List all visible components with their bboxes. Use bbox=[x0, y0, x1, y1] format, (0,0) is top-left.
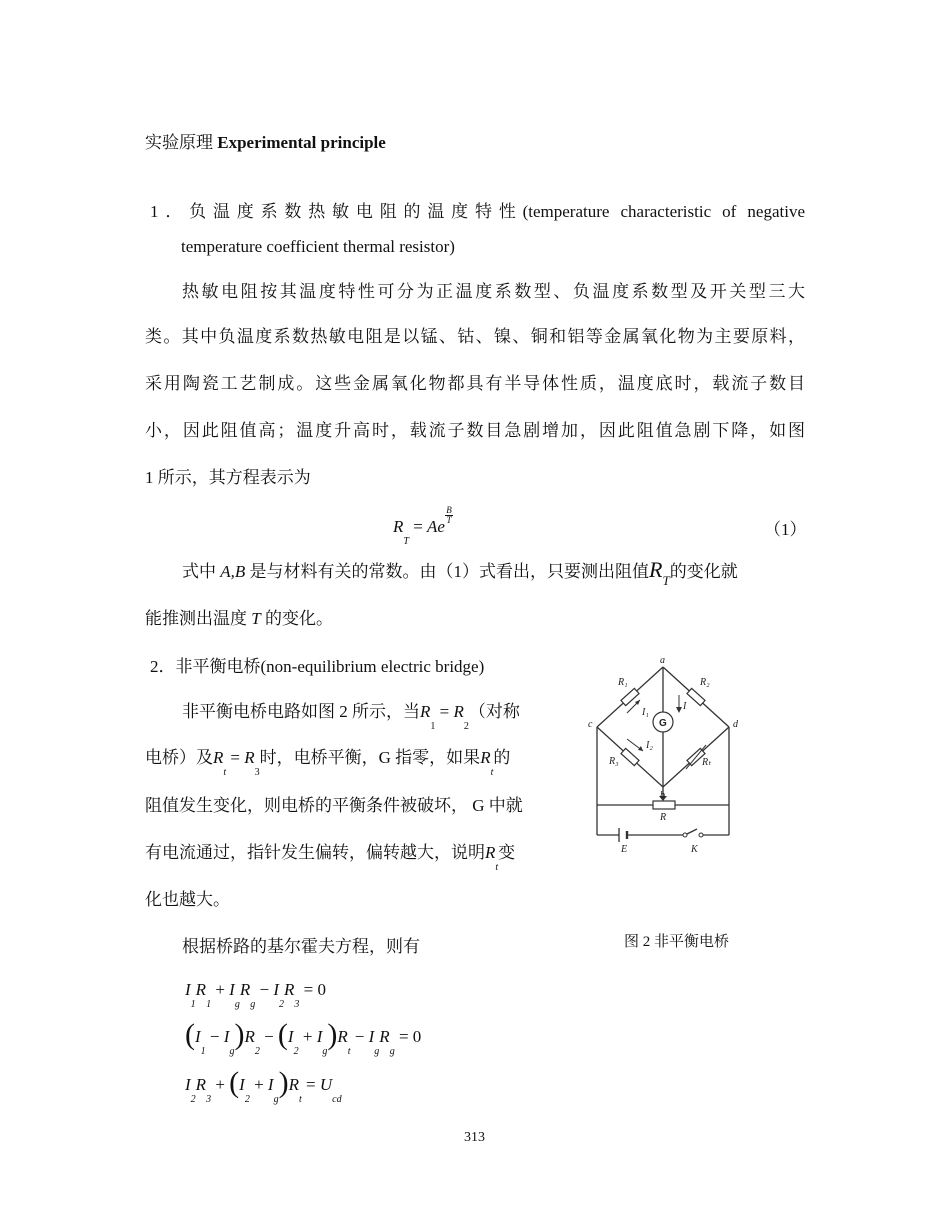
section-1-title bbox=[150, 197, 805, 222]
e2-op3: + bbox=[298, 1027, 317, 1046]
e1-t1s: 1 bbox=[190, 999, 196, 1010]
e2-g: I bbox=[368, 1027, 375, 1046]
para3-r1: R bbox=[420, 702, 431, 721]
rheostat-r bbox=[653, 801, 675, 809]
para2-symbol: R bbox=[649, 557, 663, 582]
para3-rt3: R bbox=[485, 843, 496, 862]
node-a-label: a bbox=[660, 655, 665, 666]
para3-r2-sub: 2 bbox=[463, 721, 469, 732]
section-2-number: 2． bbox=[150, 657, 176, 676]
switch-contact-left bbox=[683, 833, 687, 837]
label-r3: R₃ bbox=[609, 756, 619, 767]
e2-bs: g bbox=[229, 1046, 235, 1057]
para3-line1: 非平衡电桥电路如图 2 所示，当$R_1 = R_2$（对称 bbox=[182, 702, 520, 732]
para3-line5: 化也越大。 bbox=[145, 890, 230, 909]
section-1-title-en-1: (temperature characteristic of negative bbox=[522, 202, 805, 221]
equation-kirchhoff-1 bbox=[185, 980, 326, 1010]
para3-r1-sub: 1 bbox=[430, 721, 436, 732]
eq1-lhs: R bbox=[393, 517, 404, 536]
e2-op1: − bbox=[205, 1027, 224, 1046]
eq1-lhs-sub: T bbox=[403, 536, 409, 547]
heading-en: Experimental principle bbox=[217, 133, 386, 152]
e1-t1: I bbox=[185, 980, 191, 999]
para2-line2 bbox=[145, 604, 805, 629]
section-2-title bbox=[150, 652, 484, 677]
para2-symbol-sub: T bbox=[662, 573, 670, 588]
e1-rhs: = 0 bbox=[299, 980, 326, 999]
e1-t6: R bbox=[283, 980, 295, 999]
e2-as: 1 bbox=[200, 1046, 206, 1057]
para3-r2: R bbox=[453, 702, 464, 721]
para2-vars: A,B bbox=[220, 562, 246, 581]
section-1-title-line2: temperature coefficient thermal resistor) bbox=[181, 237, 455, 256]
label-ig: I bbox=[683, 701, 687, 712]
e2-hs: g bbox=[389, 1046, 395, 1057]
e2-lparen2: ( bbox=[277, 1018, 288, 1051]
e3-b: R bbox=[195, 1075, 207, 1094]
label-r2: R₂ bbox=[700, 677, 710, 688]
eq1-exp-num: B bbox=[446, 505, 452, 515]
e3-rhss: cd bbox=[332, 1094, 342, 1105]
para2-text-c: 的变化就 bbox=[669, 562, 738, 581]
e1-t2: R bbox=[195, 980, 207, 999]
e1-t5s: 2 bbox=[278, 999, 284, 1010]
para3-line2: 电桥）及$R_t = R_3$时，电桥平衡，G 指零，如果$R_t$的 bbox=[145, 748, 511, 778]
equation-1-number: （1） bbox=[764, 520, 807, 539]
page-number: 313 bbox=[464, 1130, 485, 1145]
e3-op1: + bbox=[211, 1075, 230, 1094]
e1-op1: + bbox=[211, 980, 230, 999]
e1-t2s: 1 bbox=[206, 999, 212, 1010]
e2-f: R bbox=[337, 1027, 348, 1046]
e2-cs: 2 bbox=[254, 1046, 260, 1057]
current-ig-head bbox=[676, 707, 682, 713]
e2-a: I bbox=[195, 1027, 201, 1046]
e3-eq: = bbox=[301, 1075, 320, 1094]
para3-line3: 阻值发生变化，则电桥的平衡条件被破坏， G 中就 bbox=[145, 796, 523, 815]
bridge-circuit-figure bbox=[585, 655, 745, 855]
section-2-title-cn: 非平衡电桥 bbox=[175, 657, 261, 676]
para3-l1-a: 非平衡电桥电路如图 2 所示，当 bbox=[182, 702, 420, 721]
para3-rt2-sub: t bbox=[490, 767, 494, 778]
para1-line2: 类。其中负温度系数热敏电阻是以锰、钴、镍、铜和铝等金属氧化物为主要原料， bbox=[145, 327, 805, 346]
e2-es: g bbox=[322, 1046, 328, 1057]
label-rt: Rₜ bbox=[702, 757, 712, 768]
e2-d: I bbox=[287, 1027, 294, 1046]
e1-t3: I bbox=[229, 980, 235, 999]
e2-rparen2: ) bbox=[327, 1018, 338, 1051]
para3-rt-sub: t bbox=[223, 767, 227, 778]
label-i2: I₂ bbox=[646, 740, 653, 751]
e3-c: I bbox=[239, 1075, 245, 1094]
label-r1: R₁ bbox=[618, 677, 628, 688]
e3-bs: 3 bbox=[206, 1094, 212, 1105]
label-rheostat: R bbox=[660, 812, 667, 823]
node-b-label: b bbox=[660, 790, 665, 801]
equation-1 bbox=[393, 505, 453, 547]
para1-line5: 1 所示，其方程表示为 bbox=[145, 468, 311, 487]
label-switch-k: K bbox=[691, 844, 698, 855]
e3-a: I bbox=[185, 1075, 191, 1094]
para2-text-a: 式中 bbox=[182, 562, 221, 581]
e2-h: R bbox=[379, 1027, 390, 1046]
section-1-number: 1． bbox=[150, 202, 190, 221]
e3-op2: + bbox=[249, 1075, 268, 1094]
para3-l1-b: （对称 bbox=[468, 702, 520, 721]
section-2-title-en: (non-equilibrium electric bridge) bbox=[260, 657, 485, 676]
figure-caption: 图 2 非平衡电桥 bbox=[624, 934, 730, 950]
label-i1: I₁ bbox=[642, 707, 649, 718]
para3-l2-a: 电桥）及 bbox=[145, 748, 213, 767]
eq1-rhs: Ae bbox=[427, 517, 445, 536]
node-d-label: d bbox=[733, 719, 738, 730]
section-1-title-cn: 负温度系数热敏电阻的温度特性 bbox=[189, 202, 523, 221]
para2-text-b: 是与材料有关的常数。由（1）式看出，只要测出阻值 bbox=[245, 562, 650, 581]
para4: 根据桥路的基尔霍夫方程，则有 bbox=[182, 937, 420, 956]
node-c-label: c bbox=[588, 719, 593, 730]
e1-op2: − bbox=[255, 980, 274, 999]
e2-lparen: ( bbox=[185, 1018, 195, 1051]
para2-line2-a: 能推测出温度 bbox=[145, 609, 252, 628]
e3-cs: 2 bbox=[244, 1094, 250, 1105]
e1-t4s: g bbox=[250, 999, 256, 1010]
e2-rparen: ) bbox=[234, 1018, 245, 1051]
e1-t3s: g bbox=[234, 999, 240, 1010]
e2-op4: − bbox=[350, 1027, 369, 1046]
e3-lparen: ( bbox=[229, 1066, 240, 1099]
e2-gs: g bbox=[374, 1046, 380, 1057]
para1-line3: 采用陶瓷工艺制成。这些金属氧化物都具有半导体性质，温度底时，载流子数目 bbox=[145, 374, 805, 393]
para3-rt2: R bbox=[480, 748, 491, 767]
e3-ds: g bbox=[273, 1094, 279, 1105]
para3-l2-c: 的 bbox=[493, 748, 511, 767]
para3-line4 bbox=[145, 838, 516, 873]
para3-r3-sub: 3 bbox=[254, 767, 260, 778]
e2-c: R bbox=[244, 1027, 255, 1046]
e3-as: 2 bbox=[190, 1094, 196, 1105]
para3-rt: R bbox=[213, 748, 224, 767]
e3-d: I bbox=[267, 1075, 274, 1094]
para3-r3: R bbox=[244, 748, 255, 767]
para2-line1 bbox=[182, 557, 805, 588]
equation-kirchhoff-2 bbox=[185, 1018, 422, 1057]
resistor-r2 bbox=[687, 688, 705, 705]
switch-contact-right bbox=[699, 833, 703, 837]
para2-line2-b: 的变化。 bbox=[260, 609, 333, 628]
e2-ds: 2 bbox=[293, 1046, 299, 1057]
equation-kirchhoff-3 bbox=[185, 1066, 342, 1105]
para3-rt3-sub: t bbox=[495, 862, 499, 873]
e2-e: I bbox=[316, 1027, 323, 1046]
e3-e: R bbox=[288, 1075, 299, 1094]
e1-t4: R bbox=[239, 980, 251, 999]
e2-fs: t bbox=[347, 1046, 351, 1057]
section-heading bbox=[145, 128, 386, 153]
para1-line1: 热敏电阻按其温度特性可分为正温度系数型、负温度系数型及开关型三大 bbox=[182, 282, 805, 301]
e1-t5: I bbox=[273, 980, 279, 999]
para1-line4: 小，因此阻值高；温度升高时，载流子数目急剧增加，因此阻值急剧下降，如图 bbox=[145, 421, 805, 440]
eq1-exponent bbox=[445, 506, 453, 525]
label-battery-e: E bbox=[621, 844, 628, 855]
e1-t6s: 3 bbox=[294, 999, 300, 1010]
eq1-exp-den: T bbox=[446, 515, 452, 525]
e3-es: t bbox=[298, 1094, 302, 1105]
para3-l4-a: 有电流通过，指针发生偏转，偏转越大，说明 bbox=[145, 843, 485, 862]
current-i2-head bbox=[638, 746, 643, 751]
e2-op2: − bbox=[259, 1027, 278, 1046]
e3-rparen: ) bbox=[278, 1066, 289, 1099]
e3-rhs: U bbox=[319, 1075, 333, 1094]
resistor-r3 bbox=[621, 748, 639, 765]
galvanometer-label: G bbox=[659, 718, 667, 729]
para2-line2-var: T bbox=[251, 609, 261, 628]
e2-rhs: = 0 bbox=[394, 1027, 422, 1046]
eq1-equals: = bbox=[413, 517, 423, 536]
heading-cn: 实验原理 bbox=[145, 133, 218, 152]
para3-l4-b: 变 bbox=[498, 843, 516, 862]
para3-l2-b: 时，电桥平衡，G 指零，如果 bbox=[259, 748, 481, 767]
e2-b: I bbox=[223, 1027, 230, 1046]
